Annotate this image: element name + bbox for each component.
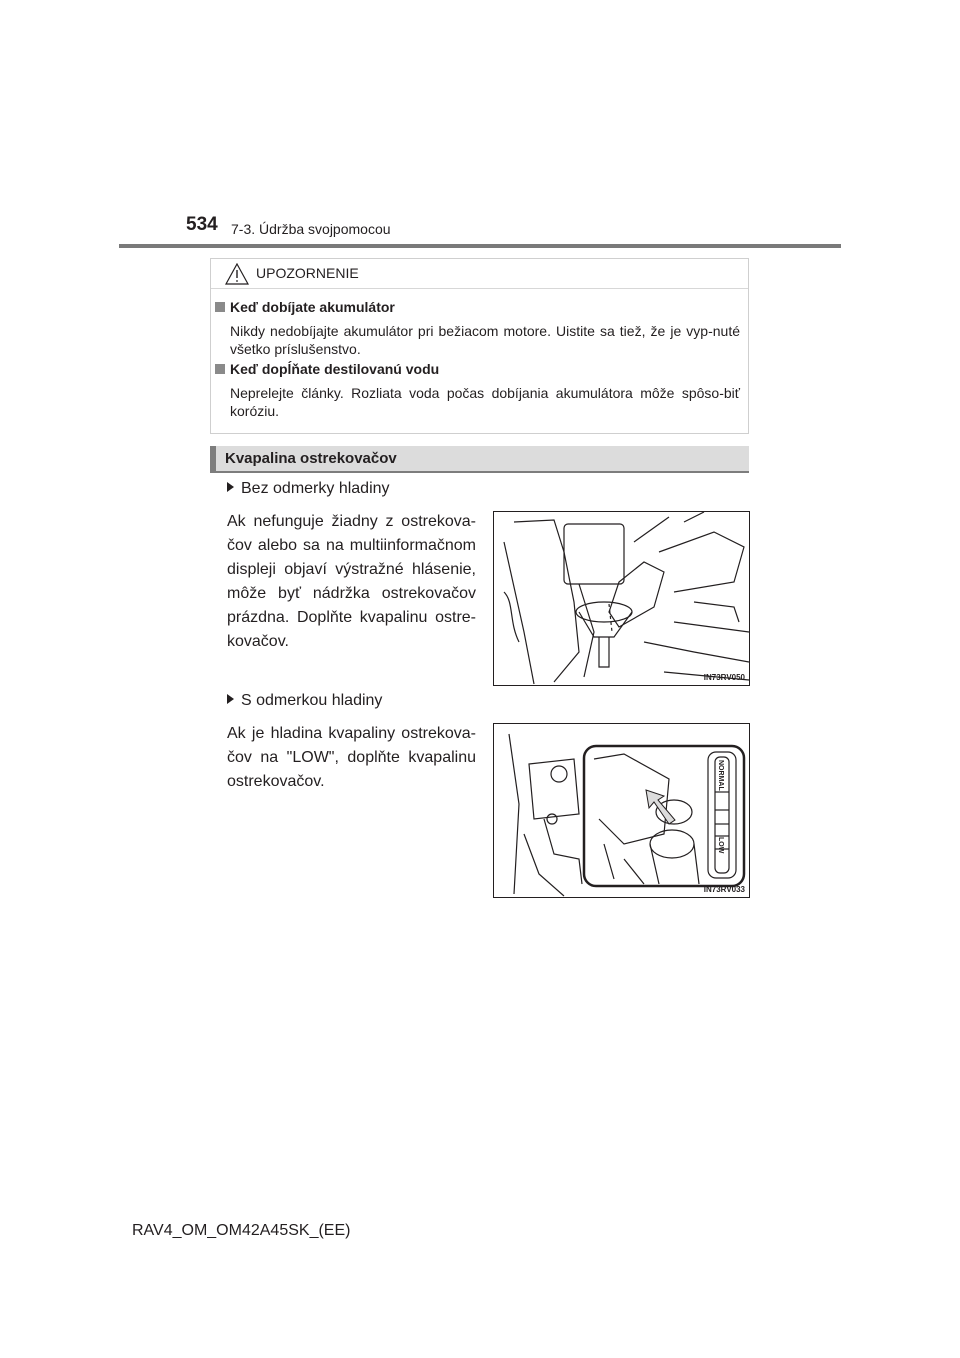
gauge-illustration	[494, 724, 750, 898]
warning-item-charging	[215, 299, 740, 358]
subsection-title-text: Bez odmerky hladiny	[241, 480, 390, 497]
warning-item-body: Neprelejte články. Rozliata voda počas dobíjania akumulátora môže spôso-biť koróziu.	[230, 385, 740, 419]
subsection-title-no-gauge	[227, 480, 390, 498]
gauge-label-low: LOW	[717, 837, 724, 854]
warning-triangle-icon	[225, 263, 249, 285]
section-heading	[210, 446, 749, 473]
figure-code: IN73RV050	[703, 673, 745, 682]
section-heading-text: Kvapalina ostrekovačov	[225, 450, 397, 467]
warning-item-body: Nikdy nedobíjajte akumulátor pri bežiacom motore. Uistite sa tiež, že je vyp-nuté všetko príslušenstvo.	[230, 323, 740, 357]
warning-item-water	[215, 361, 740, 420]
warning-item-title: Keď dobíjate akumulátor	[230, 299, 395, 315]
warning-label: UPOZORNENIE	[256, 265, 359, 281]
refill-illustration	[494, 512, 750, 686]
subsection-text-with-gauge: Ak je hladina kvapaliny ostrekova-čov na "LOW", doplňte kvapalinu ostrekovačov.	[227, 725, 476, 790]
header-divider	[119, 244, 841, 248]
subsection-title-with-gauge	[227, 692, 382, 710]
warning-item-title: Keď dopĺňate destilovanú vodu	[230, 361, 440, 377]
gauge-label-normal: NORMAL	[717, 760, 724, 791]
warning-header	[211, 259, 748, 289]
subsection-text-no-gauge: Ak nefunguje žiadny z ostrekova-čov alebo sa na multiinformačnom displeji objaví výstražné hlásenie, môže byť nádržka ostrekovačov prázdna. Doplňte kvapalinu ostre-kovačov.	[227, 513, 476, 650]
subsection-title-text: S odmerkou hladiny	[241, 692, 383, 709]
warning-box	[210, 258, 749, 434]
document-code: RAV4_OM_OM42A45SK_(EE)	[132, 1222, 351, 1239]
figure-level-gauge	[493, 723, 750, 898]
square-bullet-icon	[215, 302, 225, 312]
square-bullet-icon	[215, 364, 225, 374]
section-title: 7-3. Údržba svojpomocou	[231, 221, 391, 237]
triangle-bullet-icon	[227, 482, 234, 492]
figure-code: IN73RV033	[703, 885, 745, 894]
heading-accent	[210, 446, 216, 471]
page-number: 534	[186, 214, 218, 235]
figure-refill-funnel	[493, 511, 750, 686]
triangle-bullet-icon	[227, 694, 234, 704]
